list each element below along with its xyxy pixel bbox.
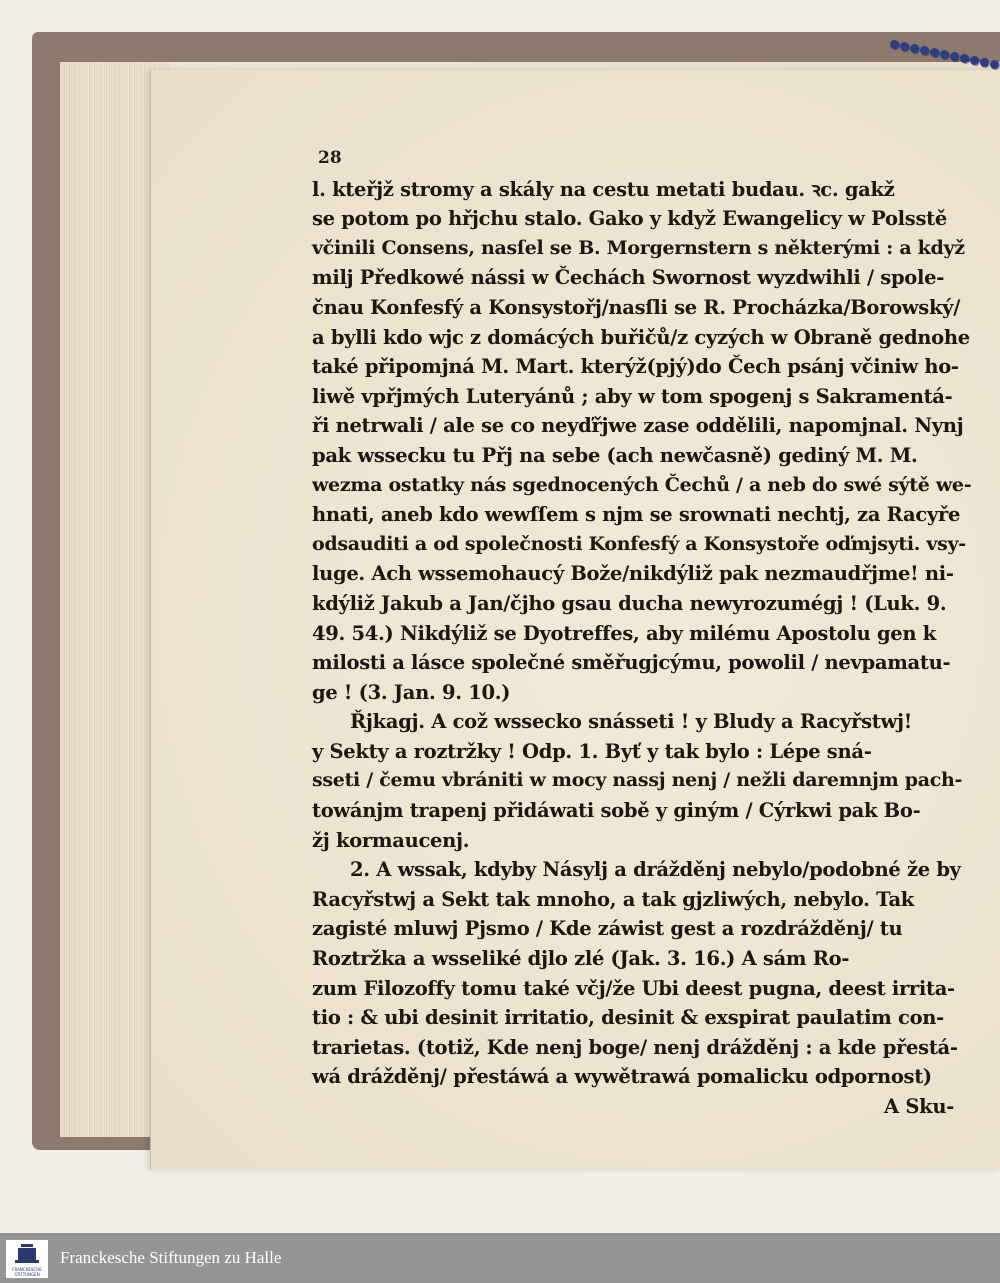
text-line: odsauditi a od společnosti Konfesfý a Konsystoře oďmjsyti. vsy- (312, 532, 966, 555)
text-line: Roztržka a wsseliké djlo zlé (Jak. 3. 16.) A sám Ro- (312, 947, 850, 971)
text-line: Řjkagj. A což wssecko snásseti ! y Bludy a Racyřstwj! (350, 710, 912, 734)
text-line: se potom po hřjchu stalo. Gako y když Ewangelicy w Polsstě (312, 207, 947, 231)
page-number: 28 (318, 148, 342, 168)
text-line: pak wssecku tu Přj na sebe (ach newčasně) gediný M. M. (312, 443, 918, 467)
text-line: 49. 54.) Nikdýliž se Dyotreffes, aby milému Apostolu gen k (312, 621, 936, 645)
text-line: ge ! (3. Jan. 9. 10.) (312, 680, 511, 704)
page-text (312, 145, 972, 1122)
text-line: milj Předkowé nássi w Čechách Swornost wyzdwihli / spole- (312, 266, 945, 290)
logo-text: FRANCKESCHE STIFTUNGEN (12, 1267, 42, 1277)
text-line: Racyřstwj a Sekt tak mnoho, a tak gjzliwých, nebylo. Tak (312, 887, 915, 911)
text-line: žj kormaucenj. (312, 828, 470, 852)
text-line: A Sku- (884, 1095, 954, 1118)
text-line: wezma ostatky nás sgednocených Čechů / a neb do swé sýtě we- (312, 473, 972, 496)
text-line: luge. Ach wssemohaucý Bože/nikdýliž pak nezmaudřjme! ni- (312, 562, 954, 586)
text-line: liwě vpřjmých Luteryánů ; aby w tom spogenj s Sakramentá- (312, 384, 953, 408)
text-line: ři netrwali / ale se co neyďřjwe zase oddělili, napomjnal. Nynj (312, 414, 964, 438)
text-line: milosti a lásce společné směřugjcýmu, powolil / nevpamatu- (312, 651, 951, 675)
text-line: wá drážděnj/ přestáwá a wywětrawá pomalicku odpornost) (312, 1065, 932, 1089)
footer-bar (0, 1233, 1000, 1283)
text-line: l. kteřjž stromy a skály na cestu metati budau. ꝛc. gakž (312, 177, 895, 201)
text-line: také připomjná M. Mart. kterýž(pjý)do Čech psánj včiniw ho- (312, 355, 959, 379)
bookmark-ribbon (870, 30, 1000, 70)
text-line: trarietas. (totiž, Kde nenj boge/ nenj drážděnj : a kde přestá- (312, 1035, 958, 1059)
text-line: kdýliž Jakub a Jan/čjho gsau ducha newyrozumégj ! (Luk. 9. (312, 591, 947, 615)
text-line: y Sekty a roztržky ! Odp. 1. Byť y tak bylo : Lépe sná- (312, 739, 872, 763)
text-line: tio : & ubi desinit irritatio, desinit & exspirat paulatim con- (312, 1006, 944, 1030)
institution-logo (6, 1240, 48, 1278)
text-line: hnati, aneb kdo wewſſem s njm se srownati nechtj, za Racyře (312, 503, 961, 527)
text-line: sseti / čemu vbrániti w mocy nassj nenj / nežli daremnjm pach- (312, 769, 963, 792)
text-line: zagisté mluwj Pjsmo / Kde záwist gest a rozdrážděnj/ tu (312, 917, 903, 941)
text-line: čnau Konfesfý a Konsystořj/nasſli se R. Procházka/Borowský/ (312, 295, 961, 319)
institution-name: Franckesche Stiftungen zu Halle (60, 1248, 282, 1267)
text-line: towánjm trapenj přidáwati sobě y giným / Cýrkwi pak Bo- (312, 799, 921, 823)
text-line: 2. A wssak, kdyby Násylj a drážděnj nebylo/podobné že by (350, 858, 961, 882)
text-line: včinili Consens, nasſel se B. Morgernstern s některými : a když (312, 236, 965, 259)
text-line: zum Filozoffy tomu také včj/že Ubi deest pugna, deest irrita- (312, 976, 955, 1000)
text-line: a bylli kdo wjc z domácých buřičů/z cyzých w Obraně gednohe (312, 325, 970, 349)
